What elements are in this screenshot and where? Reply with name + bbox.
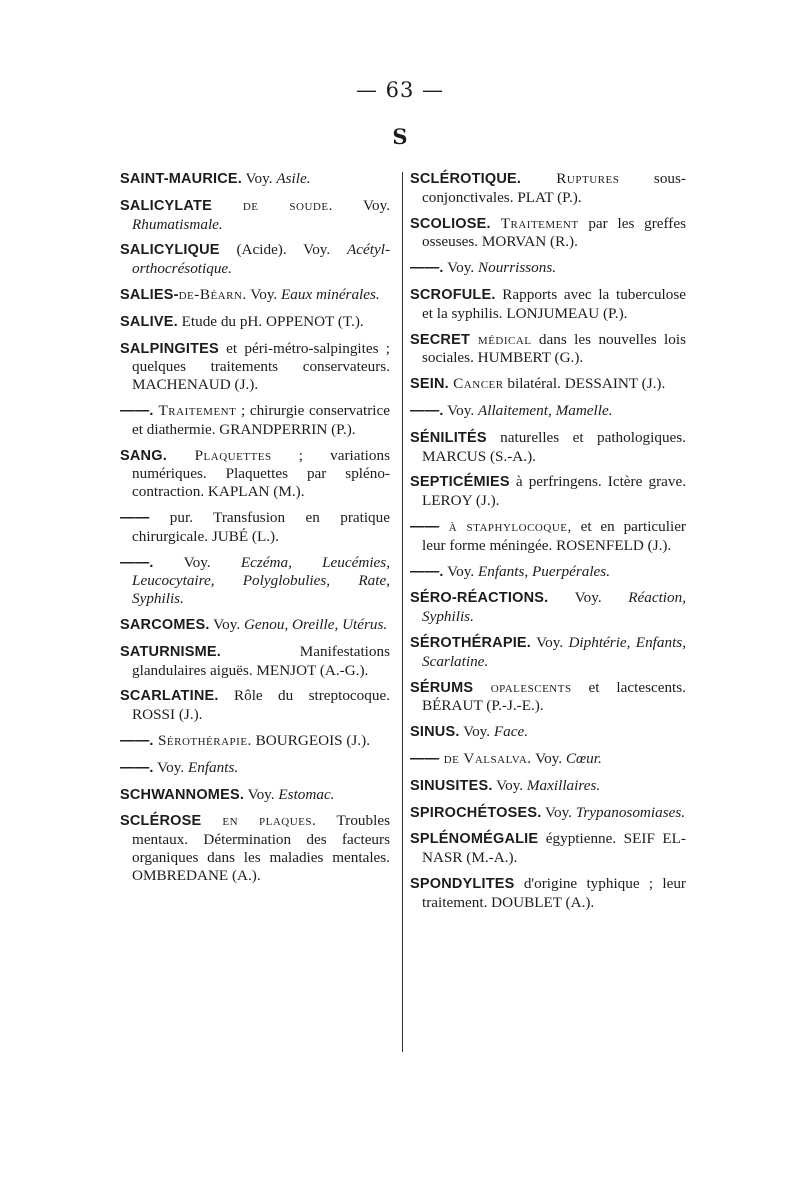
entry-heading: SÉROTHÉRAPIE. xyxy=(410,634,532,651)
entry-heading: SEPTICÉMIES xyxy=(410,474,510,491)
entry-reference: Genou, Oreille, Utérus. xyxy=(243,615,388,633)
entry-text: Rôle du streptocoque. ROSSI (J.). xyxy=(132,687,390,724)
index-entry xyxy=(120,313,390,332)
entry-reference: Rhumatismale. xyxy=(132,215,223,233)
entry-text: Voy. xyxy=(153,553,241,571)
left-column xyxy=(120,170,390,893)
entry-heading: SCLÉROTIQUE. xyxy=(410,171,522,187)
index-entry xyxy=(410,473,686,510)
index-entry xyxy=(410,634,686,671)
entry-heading: SAINT-MAURICE. xyxy=(120,171,243,187)
entry-heading: SCOLIOSE. xyxy=(410,215,491,232)
entry-heading: SANG. xyxy=(120,447,167,464)
entry-text: ; variations numériques. Plaquettes par spléno-contraction. KAPLAN (M.). xyxy=(132,446,390,501)
entry-text: bilatéral. DESSAINT (J.). xyxy=(503,375,666,393)
index-entry xyxy=(120,687,390,724)
entry-text: Voy. xyxy=(531,633,569,651)
entry-heading: SATURNISME. xyxy=(120,643,222,660)
index-entry xyxy=(410,331,686,368)
entry-text: Voy. xyxy=(209,615,244,633)
entry-smallcaps: opalescents xyxy=(473,678,572,696)
entry-heading: SINUS. xyxy=(410,724,460,741)
entry-heading: SPONDYLITES xyxy=(410,875,515,892)
entry-heading: SALPINGITES xyxy=(120,340,219,357)
index-entry xyxy=(120,241,390,278)
entry-text: ; chirurgie conservatrice et diathermie. GRANDPERRIN (P.). xyxy=(132,401,390,438)
index-entry xyxy=(120,616,390,635)
entry-text: et lactescents. BÉRAUT (P.-J.-E.). xyxy=(422,678,686,715)
index-entry xyxy=(120,170,390,189)
entry-text: Manifestations glandulaires aiguës. MENJOT (A.-G.). xyxy=(132,642,390,679)
index-entry xyxy=(120,759,390,778)
entry-text: égyptienne. SEIF EL-NASR (M.-A.). xyxy=(422,830,686,867)
index-entry xyxy=(410,679,686,716)
entry-reference: Enfants, Puerpérales. xyxy=(477,562,610,580)
entry-heading: ——. xyxy=(120,732,154,749)
entry-text: Voy. xyxy=(459,723,494,741)
entry-text: Voy. xyxy=(492,776,527,794)
index-entry xyxy=(410,563,686,582)
entry-smallcaps: Traitement xyxy=(490,214,579,232)
entry-reference: Allaitement, Mamelle. xyxy=(477,401,613,419)
entry-reference: Réaction, Syphilis. xyxy=(422,589,686,626)
entry-text: et péri-métro-salpingites ; quelques traitements conservateurs. MACHENAUD (J.). xyxy=(132,339,390,394)
entry-heading: SALIES- xyxy=(120,286,179,303)
entry-text: Voy. xyxy=(242,170,277,187)
page-number: — 63 — xyxy=(355,78,445,102)
entry-text: BOURGEOIS (J.). xyxy=(251,731,370,749)
entry-smallcaps: médical xyxy=(470,330,532,348)
index-entry xyxy=(410,589,686,626)
entry-text: Voy. xyxy=(443,401,478,419)
entry-heading: SÉRUMS xyxy=(410,679,474,696)
entry-heading: SCROFULE. xyxy=(410,286,496,303)
index-entry xyxy=(410,804,686,823)
entry-smallcaps: de Valsalva. xyxy=(439,749,532,767)
index-entry xyxy=(410,375,686,394)
entry-text: et en particulier leur forme méningée. ROSENFELD (J.). xyxy=(422,517,686,554)
index-entry xyxy=(120,286,390,305)
entry-heading: ——. xyxy=(410,260,444,277)
entry-heading: SÉNILITÉS xyxy=(410,429,487,446)
index-entry xyxy=(120,812,390,884)
entry-reference: Diphtérie, Enfants, Scarlatine. xyxy=(422,633,686,670)
index-entry xyxy=(120,340,390,394)
entry-heading: SCARLATINE. xyxy=(120,688,219,705)
index-entry xyxy=(410,170,686,207)
entry-heading: —— xyxy=(410,518,440,535)
entry-heading: SCHWANNOMES. xyxy=(120,786,245,803)
entry-heading: SARCOMES. xyxy=(120,616,210,633)
entry-heading: ——. xyxy=(410,402,444,419)
entry-heading: SECRET xyxy=(410,331,471,348)
index-entry xyxy=(120,197,390,234)
entry-smallcaps: de soude. xyxy=(211,196,333,214)
index-entry xyxy=(120,402,390,439)
entry-heading: SPIROCHÉTOSES. xyxy=(410,804,542,821)
entry-text: Etude du pH. OPPENOT (T.). xyxy=(177,312,364,330)
entry-heading: SINUSITES. xyxy=(410,777,493,794)
entry-heading: ——. xyxy=(410,563,444,580)
index-entry xyxy=(120,732,390,751)
index-entry xyxy=(410,259,686,278)
entry-text: Voy. xyxy=(541,803,576,821)
index-entry xyxy=(120,554,390,608)
entry-text: d'origine typhique ; leur traitement. DOUBLET (A.). xyxy=(422,874,686,911)
entry-text: Voy. xyxy=(531,749,566,767)
index-entry xyxy=(120,786,390,805)
right-column xyxy=(410,170,686,920)
entry-smallcaps: Traitement xyxy=(153,401,237,419)
entry-heading: ——. xyxy=(120,402,154,419)
entry-heading: SPLÉNOMÉGALIE xyxy=(410,831,539,848)
index-entry xyxy=(410,875,686,912)
index-entry xyxy=(120,447,390,501)
entry-smallcaps: Ruptures xyxy=(521,170,620,187)
entry-text: sous-conjonctivales. PLAT (P.). xyxy=(422,170,686,206)
entry-smallcaps: Cancer xyxy=(448,375,504,393)
index-entry xyxy=(410,723,686,742)
entry-text: Voy. xyxy=(443,259,478,277)
column-divider xyxy=(402,172,403,1052)
entry-text: Voy. xyxy=(244,785,279,803)
index-entry xyxy=(120,509,390,546)
section-letter: S xyxy=(392,124,408,149)
entry-text: Voy. xyxy=(332,196,390,214)
entry-text: Rapports avec la tuberculose et la syphilis. LONJUMEAU (P.). xyxy=(422,285,686,322)
index-entry xyxy=(410,215,686,252)
entry-heading: ——. xyxy=(120,759,154,776)
entry-reference: Eaux minérales. xyxy=(281,285,380,303)
entry-heading: SALICYLATE xyxy=(120,197,212,214)
entry-text: par les greffes osseuses. MORVAN (R.). xyxy=(422,214,686,251)
entry-heading: —— xyxy=(410,750,440,767)
entry-reference: Trypanosomiases. xyxy=(575,803,686,821)
entry-reference: Acétyl-orthocrésotique. xyxy=(132,241,390,278)
entry-text: pur. Transfusion en pratique chirurgicale. JUBÉ (L.). xyxy=(132,508,390,545)
entry-reference: Estomac. xyxy=(278,785,335,803)
entry-heading: SALICYLIQUE xyxy=(120,242,220,259)
entry-reference: Face. xyxy=(493,723,529,741)
entry-reference: Enfants. xyxy=(187,758,239,776)
entry-smallcaps: à staphylocoque, xyxy=(439,517,572,535)
entry-heading: SÉRO-RÉACTIONS. xyxy=(410,590,549,607)
entry-text: dans les nouvelles lois sociales. HUMBERT (G.). xyxy=(422,330,687,367)
entry-text: (Acide). Voy. xyxy=(219,241,347,259)
index-entry xyxy=(410,429,686,466)
entry-text: Voy. xyxy=(548,589,629,607)
index-entry xyxy=(410,750,686,769)
entry-heading: SALIVE. xyxy=(120,313,178,330)
entry-reference: Nourrissons. xyxy=(477,259,557,277)
index-entry xyxy=(410,777,686,796)
entry-smallcaps: en plaques. xyxy=(201,812,317,830)
index-entry xyxy=(410,830,686,867)
index-entry xyxy=(410,286,686,323)
entry-heading: SEIN. xyxy=(410,376,449,393)
entry-reference: Asile. xyxy=(276,170,311,187)
index-entry xyxy=(410,402,686,421)
index-entry xyxy=(410,518,686,555)
entry-smallcaps: de-Béarn. xyxy=(178,285,247,303)
index-entry xyxy=(120,643,390,680)
entry-reference: Maxillaires. xyxy=(526,776,601,794)
entry-text: naturelles et pathologiques. MARCUS (S.-A.). xyxy=(422,428,686,465)
entry-text: Troubles mentaux. Détermination des facteurs organiques dans les maladies mentales. OMBREDANE (A.). xyxy=(132,812,390,884)
entry-heading: —— xyxy=(120,509,150,526)
entry-text: Voy. xyxy=(246,285,282,303)
entry-text: à perfringens. Ictère grave. LEROY (J.). xyxy=(422,473,686,510)
entry-smallcaps: Sérothérapie. xyxy=(153,731,252,749)
entry-heading: ——. xyxy=(120,554,154,571)
entry-text: Voy. xyxy=(153,758,188,776)
entry-reference: Cœur. xyxy=(565,749,602,767)
entry-heading: SCLÉROSE xyxy=(120,813,202,830)
entry-reference: Eczéma, Leucémies, Leucocytaire, Polyglobulies, Rate, Syphilis. xyxy=(132,553,390,608)
entry-smallcaps: Plaquettes xyxy=(166,446,272,464)
entry-text: Voy. xyxy=(443,562,478,580)
